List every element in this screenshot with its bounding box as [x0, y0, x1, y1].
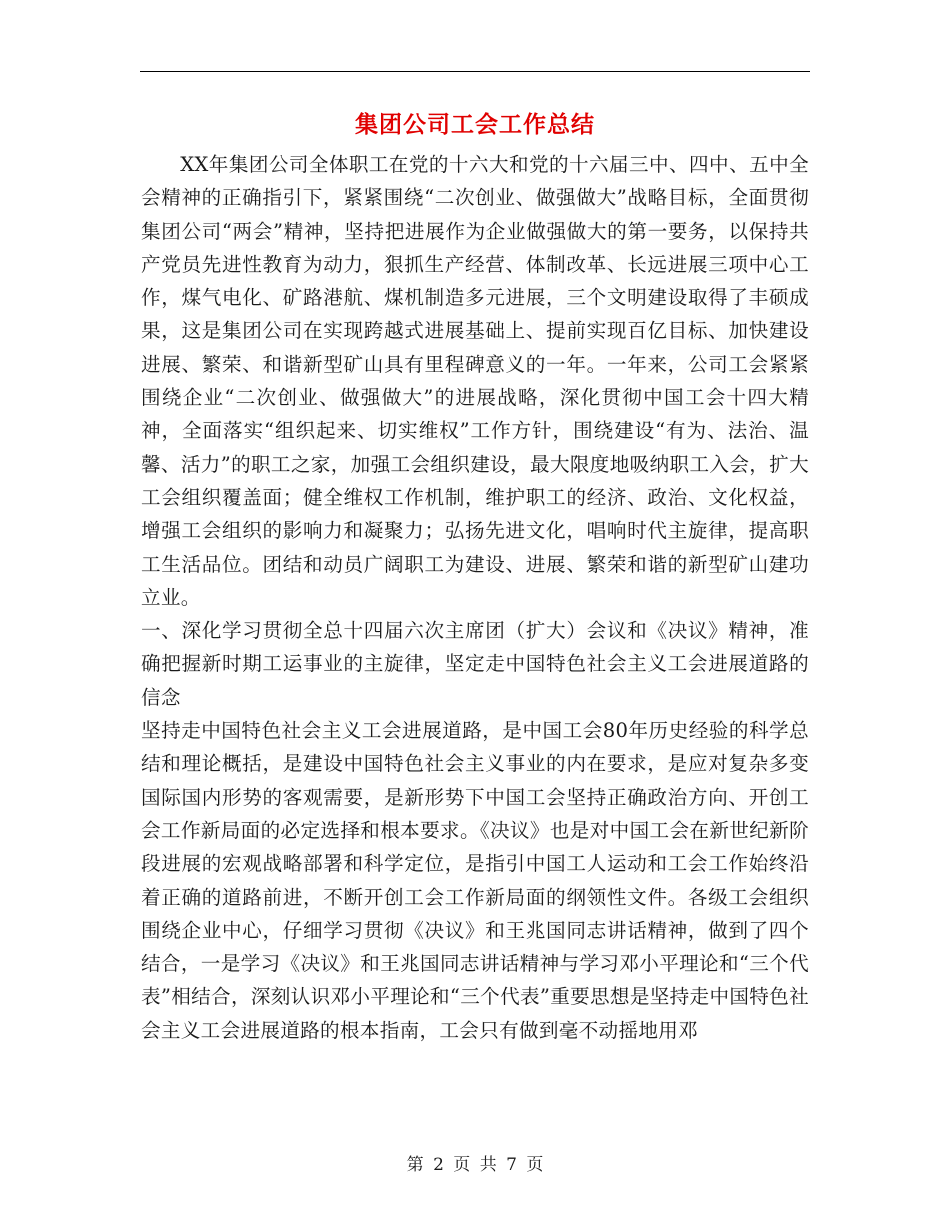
- intro-paragraph: XX年集团公司全体职工在党的十六大和党的十六届三中、四中、五中全会精神的正确指引下，紧紧围绕“二次创业、做强做大”战略目标，全面贯彻集团公司“两会”精神，坚持把进展作为企业做强做大的第一要务，以保持共产党员先进性教育为动力，狠抓生产经营、体制改革、长远进展三项中心工作，煤气电化、矿路港航、煤机制造多元进展，三个文明建设取得了丰硕成果，这是集团公司在实现跨越式进展基础上、提前实现百亿目标、加快建设进展、繁荣、和谐新型矿山具有里程碑意义的一年。一年来，公司工会紧紧围绕企业“二次创业、做强做大”的进展战略，深化贯彻中国工会十四大精神，全面落实“组织起来、切实维权”工作方针，围绕建设“有为、法治、温馨、活力”的职工之家，加强工会组织建设，最大限度地吸纳职工入会，扩大工会组织覆盖面；健全维权工作机制，维护职工的经济、政治、文化权益，增强工会组织的影响力和凝聚力；弘扬先进文化，唱响时代主旋律，提高职工生活品位。团结和动员广阔职工为建设、进展、繁荣和谐的新型矿山建功立业。: [141, 153, 809, 609]
- page-number-footer: 第 2 页 共 7 页: [406, 1155, 544, 1175]
- document-title: 集团公司工会工作总结: [355, 111, 595, 138]
- section-paragraph-1: 坚持走中国特色社会主义工会进展道路，是中国工会80年历史经验的科学总结和理论概括，是建设中国特色社会主义事业的内在要求，是应对复杂多变国际国内形势的客观需要，是新形势下中国工会坚持正确政治方向、开创工会工作新局面的必定选择和根本要求。《决议》也是对中国工会在新世纪新阶段进展的宏观战略部署和科学定位，是指引中国工人运动和工会工作始终沿着正确的道路前进，不断开创工会工作新局面的纲领性文件。各级工会组织围绕企业中心，仔细学习贯彻《决议》和王兆国同志讲话精神，做到了四个结合，一是学习《决议》和王兆国同志讲话精神与学习邓小平理论和“三个代表”相结合，深刻认识邓小平理论和“三个代表”重要思想是坚持走中国特色社会主义工会进展道路的根本指南，工会只有做到毫不动摇地用邓: [141, 719, 809, 1042]
- header-rule: [140, 71, 810, 72]
- section-heading-1: 一、深化学习贯彻全总十四届六次主席团（扩大）会议和《决议》精神，准确把握新时期工运事业的主旋律，坚定走中国特色社会主义工会进展道路的信念: [141, 619, 809, 709]
- document-body: [141, 148, 809, 1047]
